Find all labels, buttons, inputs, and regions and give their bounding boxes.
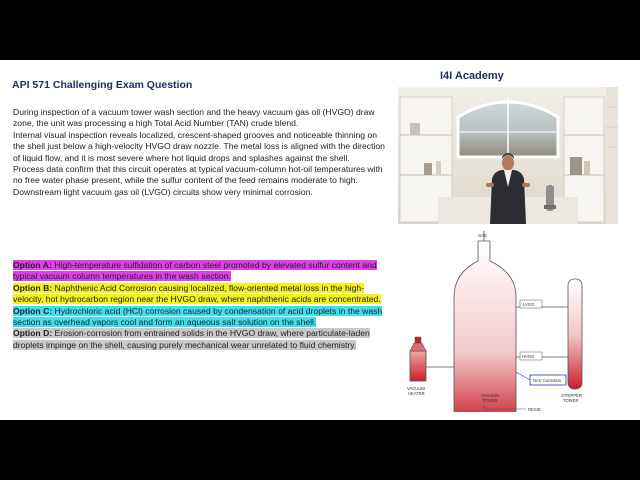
option-c-label: Option C: (13, 305, 53, 316)
option-a-text: High-temperature sulfidation of carbon steel promoted by elevated sulfur content and typical vacuum column temperatures in the wash section. (13, 260, 377, 282)
slide-title: API 571 Challenging Exam Question (12, 79, 193, 91)
option-c[interactable] (13, 306, 385, 329)
stripper-tower-label-1: STRIPPER (561, 393, 582, 398)
question-paragraph-2: Internal visual inspection reveals localized, crescent-shaped grooves and noticeable thinning on the shell just below a high-velocity HVGO draw nozzle. The metal loss is aligned with the direction of liquid flow, and it is most severe where hot liquid drops and splashes against the shell. (13, 129, 385, 163)
option-d-text: Erosion-corrosion from entrained solids in the HVGO draw, where particulate-laden droplets impinge on the shell, causing purely mechanical wear unrelated to fluid chemistry. (13, 328, 370, 350)
slide (0, 60, 640, 420)
question-paragraph-4: Downstream light vacuum gas oil (LVGO) circuits show very minimal corrosion. (13, 186, 313, 197)
hvgo-label: HVGO (522, 354, 535, 359)
option-d-label: Option D: (13, 328, 53, 339)
vacuum-heater-label-1: VACUUM (407, 386, 425, 391)
vacuum-tower-diagram (398, 227, 620, 412)
option-b-label: Option B: (13, 282, 53, 293)
presenter-scene-icon (398, 87, 618, 224)
resid-label: RESID (528, 407, 541, 412)
option-a[interactable] (13, 260, 385, 283)
vacuum-tower-label-2: TOWER (482, 398, 498, 403)
question-body (13, 107, 385, 198)
vacuum-heater-label-2: HEATER (408, 391, 425, 396)
nac-corrosion-label: NAC Corrosion (533, 378, 562, 383)
question-paragraph-3: Process data confirm that this circuit operates at typical vacuum-column hot-oil temperatures with no free water phase present, while the sulfur content of the feed remains moderate to high. (13, 164, 383, 186)
answer-options (13, 260, 385, 351)
option-d[interactable] (13, 328, 385, 351)
gas-label: GAS (478, 233, 487, 238)
vacuum-tower-label-1: VACUUM (481, 393, 499, 398)
lvgo-label: LVGO (523, 302, 535, 307)
question-paragraph-1: During inspection of a vacuum tower wash section and the heavy vacuum gas oil (HVGO) draw zone, the unit was processing a high Total Acid Number (TAN) crude blend. (13, 107, 375, 129)
vacuum-tower-schematic-icon (398, 227, 620, 412)
option-a-label: Option A: (13, 260, 52, 270)
option-b-text: Naphthenic Acid Corrosion causing localized, flow-oriented metal loss in the high-velocity, hot hydrocarbon region near the HVGO draw, where naphthenic acids are concentrated. (13, 282, 381, 305)
presenter-video (398, 87, 618, 224)
option-b[interactable] (13, 283, 385, 306)
academy-name: I4I Academy (440, 70, 504, 82)
stripper-tower-label-2: TOWER (563, 398, 579, 403)
option-c-text: Hydrochloric acid (HCl) corrosion caused by condensation of acid droplets in the wash section as overhead vapors cool and form an aqueous salt solution on the shell. (13, 305, 383, 328)
